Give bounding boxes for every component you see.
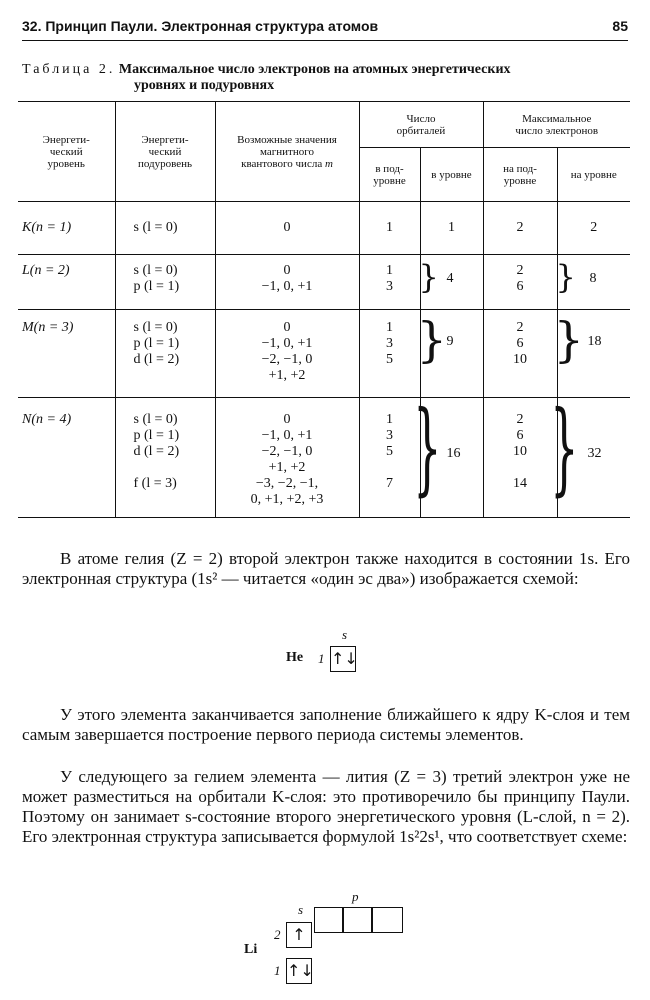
header-title: 32. Принцип Паули. Электронная структура атомов (22, 18, 379, 34)
brace-icon: } (555, 258, 576, 296)
li-2p-cell-2 (342, 907, 373, 933)
orb-level-l: } 4 (420, 255, 483, 310)
orb-sub-l: 1 3 (359, 255, 420, 310)
page-number: 85 (612, 18, 628, 34)
orb-sub-k: 1 (359, 202, 420, 255)
he-1s-cell: ↑↓ (330, 646, 356, 672)
paragraph-helium: В атоме гелия (Z = 2) второй электрон также находится в состоянии 1s. Его электронная структура (1s² — читается «один эс два») изображается схемой: (22, 549, 630, 588)
brace-icon: } (549, 389, 579, 506)
caption-label: Таблица 2. (22, 62, 116, 77)
li-symbol: Li (244, 942, 258, 957)
header-rule (22, 40, 628, 41)
electron-table (18, 101, 630, 518)
level-k: K(n = 1) (22, 220, 72, 235)
he-s-label: s (342, 627, 348, 642)
paragraph-k-shell: У этого элемента заканчивается заполнение ближайшего к ядру K-слоя и тем самым завершается построение первого периода системы элементов. (22, 705, 630, 744)
brace-icon: } (412, 389, 442, 506)
orb-sub-m: 1 3 5 (359, 310, 420, 398)
el-level-n: } 32 (557, 398, 630, 518)
orb-level-k: 1 (420, 202, 483, 255)
brace-icon: } (553, 312, 585, 368)
th-electrons: Максимальное число электронов (483, 102, 630, 148)
el-level-m: } 18 (557, 310, 630, 398)
table-row (18, 310, 630, 398)
el-sub-l: 2 6 (483, 255, 557, 310)
sublevels-n: s (l = 0) p (l = 1) d (l = 2) f (l = 3) (115, 398, 215, 518)
caption-title-line1: Максимальное число электронов на атомных энергетических (118, 62, 511, 77)
el-sub-n: 2 6 10 14 (483, 398, 557, 518)
li-1s-cell: ↑↓ (286, 958, 312, 984)
brace-icon: } (418, 258, 439, 296)
th-sublevel: Энергети- ческий подуровень (115, 102, 215, 202)
sublevels-l: s (l = 0) p (l = 1) (115, 255, 215, 310)
level-n: N(n = 4) (18, 398, 115, 518)
m-l: 0 −1, 0, +1 (215, 255, 359, 310)
table-row (18, 398, 630, 518)
sublevels-k: s (l = 0) (115, 202, 215, 255)
paragraph-lithium: У следующего за гелием элемента — лития (Z = 3) третий электрон уже не может разместиться на орбитали K-слоя: это противоречило бы принципу Паули. Поэтому он занимает s-состояние второго энергетического уровня (L-слой, n = 2). Его электронная структура записывается формулой 1s²2s¹, что соответствует схеме: (22, 767, 630, 846)
level-l: L(n = 2) (18, 255, 115, 310)
th-el-level: на уровне (557, 148, 630, 202)
orb-level-n: } 16 (420, 398, 483, 518)
running-header (22, 18, 628, 40)
m-n: 0 −1, 0, +1 −2, −1, 0 +1, +2 −3, −2, −1, 0, +1, +2, +3 (215, 398, 359, 518)
li-2p-cell-3 (371, 907, 403, 933)
li-2s-cell: ↑ (286, 922, 312, 948)
li-s-label: s (298, 902, 304, 917)
el-level-k: 2 (557, 202, 630, 255)
el-level-l: } 8 (557, 255, 630, 310)
el-sub-k: 2 (483, 202, 557, 255)
sublevels-m: s (l = 0) p (l = 1) d (l = 2) (115, 310, 215, 398)
th-orb-sub: в под- уровне (359, 148, 420, 202)
table-row (18, 202, 630, 255)
li-p-label: p (352, 889, 359, 904)
brace-icon: } (416, 312, 448, 368)
m-k: 0 (215, 202, 359, 255)
he-symbol: He (286, 650, 304, 665)
th-orb-level: в уровне (420, 148, 483, 202)
th-energy-level: Энергети- ческий уровень (18, 102, 115, 202)
li-2p-cell-1 (314, 907, 344, 933)
th-el-sub: на под- уровне (483, 148, 557, 202)
caption-title-line2: уровнях и подуровнях (134, 78, 275, 93)
m-m: 0 −1, 0, +1 −2, −1, 0 +1, +2 (215, 310, 359, 398)
th-orbitals: Число орбиталей (359, 102, 483, 148)
orb-level-m: } 9 (420, 310, 483, 398)
he-level: 1 (318, 651, 325, 666)
table-row (18, 255, 630, 310)
li-level-1: 1 (274, 963, 281, 978)
level-m: M(n = 3) (18, 310, 115, 398)
orb-sub-n: 1 3 5 7 (359, 398, 420, 518)
table-caption (22, 62, 622, 94)
li-level-2: 2 (274, 927, 281, 942)
th-m-values: Возможные значения магнитного квантового числа m (215, 102, 359, 202)
el-sub-m: 2 6 10 (483, 310, 557, 398)
